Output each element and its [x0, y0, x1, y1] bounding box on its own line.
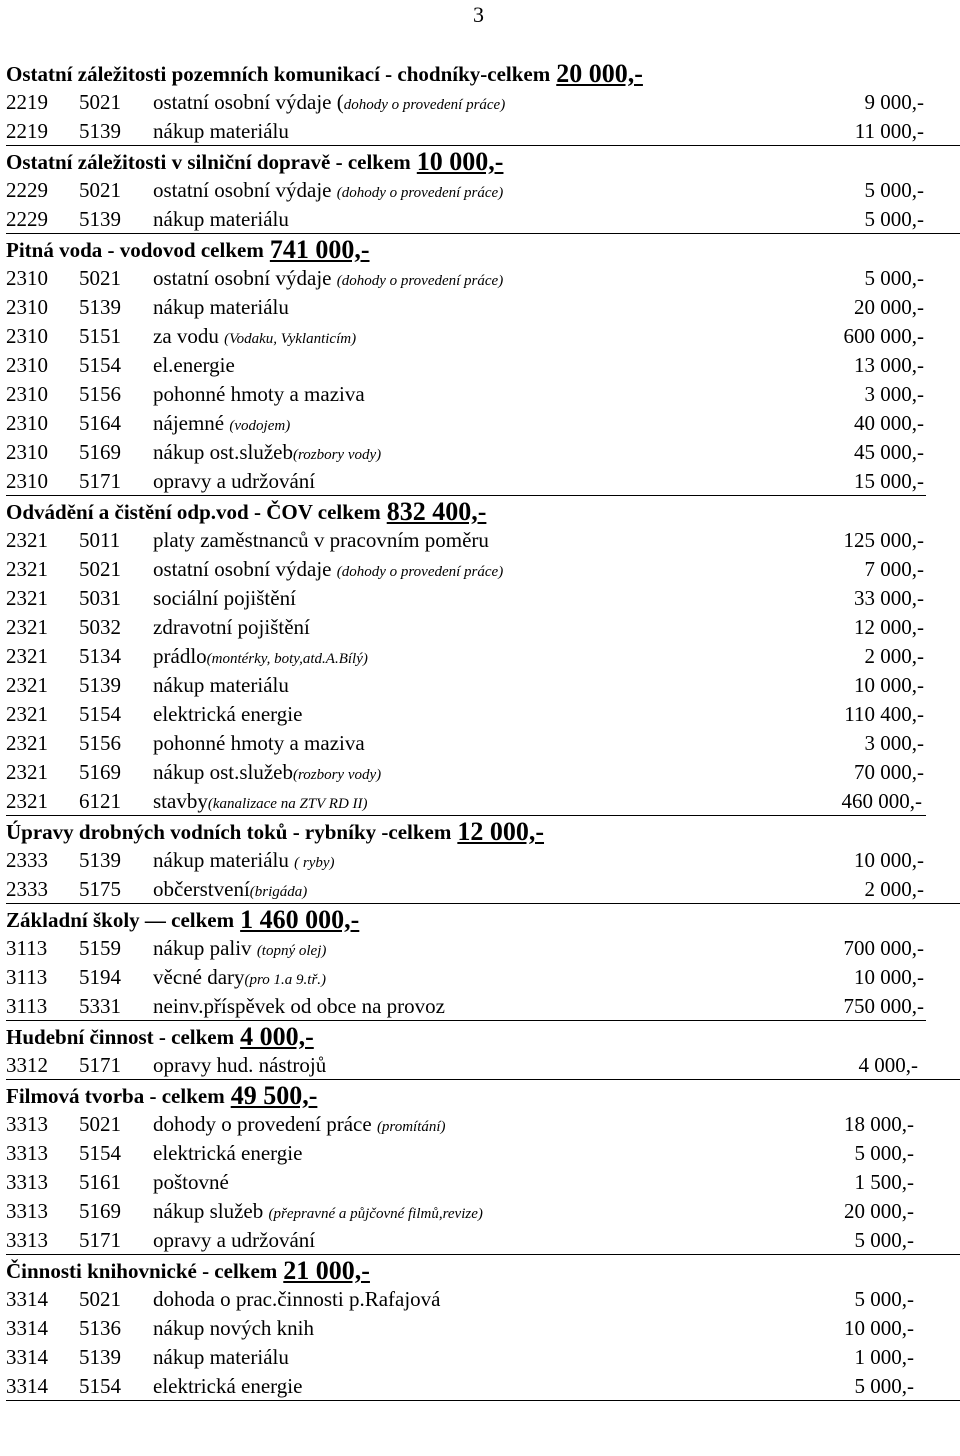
paragraph-code: 2321 [6, 673, 48, 697]
budget-row [6, 1139, 960, 1168]
item-description [153, 438, 381, 470]
paragraph-code: 3314 [6, 1316, 48, 1340]
item-amount: 2 000,- [864, 877, 924, 901]
item-description [153, 88, 505, 120]
section-total: 21 000,- [283, 1256, 370, 1285]
description-note: (rozbory vody) [292, 447, 382, 463]
item-description [153, 1110, 446, 1142]
section-heading [6, 58, 960, 88]
description-text: nákup ost.služeb [153, 760, 293, 784]
description-text: zdravotní pojištění [153, 615, 310, 639]
item-amount: 10 000,- [854, 965, 924, 989]
budget-row [6, 176, 960, 205]
item-code: 5154 [79, 702, 121, 726]
section-title: Úpravy drobných vodních toků - rybníky -celkem [6, 820, 452, 844]
item-code: 5021 [79, 1287, 121, 1311]
item-description [153, 584, 296, 616]
item-code: 5169 [79, 760, 121, 784]
paragraph-code: 2333 [6, 877, 48, 901]
description-note: (vodojem) [229, 418, 291, 434]
item-amount: 10 000,- [844, 1316, 914, 1340]
description-note: (montérky, boty,atd.A.Bílý) [206, 651, 368, 667]
description-note: (dohody o provedení práce) [336, 564, 504, 580]
item-description [153, 117, 289, 149]
section-chodniky [6, 58, 960, 146]
item-amount: 5 000,- [854, 1141, 914, 1165]
item-amount: 4 000,- [858, 1053, 918, 1077]
item-code: 5031 [79, 586, 121, 610]
item-amount: 70 000,- [854, 760, 924, 784]
paragraph-code: 2321 [6, 644, 48, 668]
item-description [153, 409, 290, 441]
description-text: nákup materiálu [153, 673, 289, 697]
item-code: 6121 [79, 789, 121, 813]
description-text: ostatní osobní výdaje ( [153, 90, 344, 114]
description-note: (rozbory vody) [292, 767, 382, 783]
item-description [153, 1197, 483, 1229]
paragraph-code: 2321 [6, 760, 48, 784]
paragraph-code: 2321 [6, 586, 48, 610]
paragraph-code: 3313 [6, 1112, 48, 1136]
item-description [153, 729, 365, 761]
description-text: neinv.příspěvek od obce na provoz [153, 994, 445, 1018]
item-code: 5021 [79, 557, 121, 581]
item-description [153, 758, 381, 790]
description-text: elektrická energie [153, 702, 303, 726]
budget-row [6, 322, 960, 351]
description-text: občerstvení [153, 877, 250, 901]
paragraph-code: 3113 [6, 965, 48, 989]
section-total: 49 500,- [230, 1081, 318, 1110]
section-heading [6, 234, 960, 264]
description-text: nákup služeb [153, 1199, 269, 1223]
paragraph-code: 2333 [6, 848, 48, 872]
description-note: (pro 1.a 9.tř.) [244, 972, 327, 988]
item-amount: 600 000,- [843, 324, 924, 348]
paragraph-code: 2310 [6, 382, 48, 406]
description-note: (kanalizace na ZTV RD II) [207, 796, 368, 812]
budget-row [6, 1051, 960, 1080]
description-text: elektrická energie [153, 1141, 303, 1165]
budget-row [6, 992, 926, 1021]
item-description [153, 351, 235, 383]
description-text: ostatní osobní výdaje [153, 557, 337, 581]
paragraph-code: 2321 [6, 731, 48, 755]
budget-row [6, 1343, 960, 1372]
paragraph-code: 2310 [6, 411, 48, 435]
budget-row [6, 1314, 960, 1343]
item-description [153, 1343, 289, 1375]
budget-row [6, 963, 960, 992]
item-amount: 2 000,- [864, 644, 924, 668]
description-text: stavby [153, 789, 208, 813]
item-description [153, 1226, 315, 1258]
item-description [153, 787, 368, 819]
item-amount: 10 000,- [854, 848, 924, 872]
item-code: 5154 [79, 1141, 121, 1165]
description-text: poštovné [153, 1170, 229, 1194]
item-amount: 13 000,- [854, 353, 924, 377]
item-amount: 3 000,- [864, 731, 924, 755]
paragraph-code: 2310 [6, 440, 48, 464]
description-text: pohonné hmoty a maziva [153, 382, 365, 406]
item-code: 5136 [79, 1316, 121, 1340]
description-text: nákup materiálu [153, 848, 295, 872]
paragraph-code: 2310 [6, 295, 48, 319]
item-amount: 110 400,- [844, 702, 924, 726]
description-text: prádlo [153, 644, 207, 668]
description-text: nákup paliv [153, 936, 257, 960]
budget-row [6, 380, 960, 409]
item-description [153, 875, 307, 907]
description-note: (Vodaku, Vyklanticím) [224, 331, 357, 347]
budget-row [6, 409, 960, 438]
item-description [153, 1314, 314, 1346]
item-description [153, 293, 289, 325]
description-text: nákup ost.služeb [153, 440, 293, 464]
description-text: elektrická energie [153, 1374, 303, 1398]
description-text: dohoda o prac.činnosti p.Rafajová [153, 1287, 441, 1311]
budget-row [6, 1110, 960, 1139]
description-text: platy zaměstnanců v pracovním poměru [153, 528, 489, 552]
item-amount: 20 000,- [844, 1199, 914, 1223]
budget-row [6, 787, 926, 816]
item-code: 5021 [79, 90, 121, 114]
item-description [153, 1139, 302, 1171]
description-text: nákup materiálu [153, 119, 289, 143]
section-heading [6, 1021, 960, 1051]
paragraph-code: 3312 [6, 1053, 48, 1077]
item-description [153, 963, 326, 995]
item-code: 5169 [79, 1199, 121, 1223]
item-code: 5139 [79, 673, 121, 697]
item-code: 5139 [79, 295, 121, 319]
item-description [153, 205, 289, 237]
item-description [153, 992, 445, 1024]
item-description [153, 613, 310, 645]
description-text: opravy a udržování [153, 1228, 316, 1252]
description-text: ostatní osobní výdaje [153, 266, 337, 290]
budget-row [6, 613, 960, 642]
section-total: 832 400,- [386, 497, 487, 526]
section-total: 10 000,- [416, 147, 504, 176]
paragraph-code: 3314 [6, 1345, 48, 1369]
budget-row [6, 1372, 960, 1401]
paragraph-code: 2310 [6, 469, 48, 493]
item-code: 5011 [79, 528, 121, 552]
item-amount: 18 000,- [844, 1112, 914, 1136]
item-code: 5139 [79, 119, 121, 143]
item-amount: 33 000,- [854, 586, 924, 610]
item-code: 5139 [79, 207, 121, 231]
description-text: sociální pojištění [153, 586, 296, 610]
paragraph-code: 2229 [6, 178, 48, 202]
budget-row [6, 1285, 960, 1314]
budget-row [6, 438, 960, 467]
item-code: 5151 [79, 324, 121, 348]
item-amount: 125 000,- [843, 528, 924, 552]
paragraph-code: 3113 [6, 994, 48, 1018]
description-text: nákup materiálu [153, 207, 289, 231]
item-code: 5021 [79, 1112, 121, 1136]
description-note: (brigáda) [249, 884, 308, 900]
item-code: 5169 [79, 440, 121, 464]
budget-row [6, 1168, 960, 1197]
section-title: Filmová tvorba - celkem [6, 1084, 225, 1108]
description-note: ( ryby) [294, 855, 335, 871]
budget-row [6, 671, 960, 700]
paragraph-code: 2321 [6, 702, 48, 726]
page-number: 3 [473, 2, 484, 27]
item-code: 5156 [79, 382, 121, 406]
item-description [153, 380, 365, 412]
paragraph-code: 3113 [6, 936, 48, 960]
item-amount: 10 000,- [854, 673, 924, 697]
item-description [153, 1372, 302, 1404]
section-title: Ostatní záležitosti pozemních komunikací - chodníky-celkem [6, 62, 551, 86]
description-text: nákup materiálu [153, 295, 289, 319]
item-amount: 460 000,- [841, 789, 922, 813]
section-total: 4 000,- [240, 1022, 314, 1051]
section-title: Činnosti knihovnické - celkem [6, 1259, 278, 1283]
section-heading [6, 1255, 960, 1285]
paragraph-code: 3313 [6, 1199, 48, 1223]
item-description [153, 846, 335, 878]
item-description [153, 322, 356, 354]
item-description [153, 555, 503, 587]
item-description [153, 1168, 229, 1200]
item-amount: 15 000,- [854, 469, 924, 493]
item-code: 5154 [79, 1374, 121, 1398]
item-code: 5164 [79, 411, 121, 435]
budget-row [6, 584, 960, 613]
budget-row [6, 642, 960, 671]
paragraph-code: 2219 [6, 90, 48, 114]
item-code: 5156 [79, 731, 121, 755]
item-description [153, 642, 368, 674]
item-code: 5139 [79, 848, 121, 872]
budget-row [6, 875, 960, 904]
section-total: 12 000,- [457, 817, 545, 846]
item-amount: 45 000,- [854, 440, 924, 464]
item-description [153, 526, 489, 558]
item-amount: 1 000,- [854, 1345, 914, 1369]
paragraph-code: 3313 [6, 1170, 48, 1194]
section-hudebni-cinnost [6, 1021, 960, 1080]
budget-row [6, 729, 960, 758]
item-description [153, 467, 315, 499]
item-code: 5171 [79, 1228, 121, 1252]
paragraph-code: 2310 [6, 353, 48, 377]
item-code: 5171 [79, 469, 121, 493]
paragraph-code: 3314 [6, 1287, 48, 1311]
section-total: 20 000,- [556, 59, 643, 88]
section-title: Odvádění a čistění odp.vod - ČOV celkem [6, 500, 381, 524]
section-filmova-tvorba [6, 1080, 960, 1255]
item-amount: 12 000,- [854, 615, 924, 639]
item-code: 5175 [79, 877, 121, 901]
budget-row [6, 351, 960, 380]
item-amount: 700 000,- [843, 936, 924, 960]
section-heading [6, 904, 960, 934]
item-amount: 1 500,- [854, 1170, 914, 1194]
item-amount: 11 000,- [854, 119, 924, 143]
item-code: 5194 [79, 965, 121, 989]
item-code: 5331 [79, 994, 121, 1018]
budget-row [6, 526, 960, 555]
budget-row [6, 264, 960, 293]
section-heading [6, 1080, 960, 1110]
paragraph-code: 3314 [6, 1374, 48, 1398]
paragraph-code: 2229 [6, 207, 48, 231]
description-note: (promítání) [376, 1119, 446, 1135]
item-amount: 9 000,- [864, 90, 924, 114]
budget-row [6, 293, 960, 322]
description-note: (dohody o provedení práce) [336, 185, 504, 201]
item-amount: 3 000,- [864, 382, 924, 406]
paragraph-code: 2321 [6, 557, 48, 581]
item-description [153, 176, 503, 208]
budget-document [6, 58, 960, 1401]
item-amount: 5 000,- [864, 178, 924, 202]
description-text: za vodu [153, 324, 225, 348]
item-description [153, 1051, 326, 1083]
description-note: (přepravné a půjčovné filmů,revize) [268, 1206, 483, 1222]
item-description [153, 1285, 441, 1317]
budget-row [6, 1197, 960, 1226]
section-heading [6, 146, 960, 176]
paragraph-code: 3313 [6, 1228, 48, 1252]
paragraph-code: 2321 [6, 789, 48, 813]
section-total: 741 000,- [269, 235, 370, 264]
section-title: Pitná voda - vodovod celkem [6, 238, 264, 262]
item-code: 5032 [79, 615, 121, 639]
description-text: nákup nových knih [153, 1316, 314, 1340]
item-description [153, 264, 503, 296]
paragraph-code: 3313 [6, 1141, 48, 1165]
item-code: 5021 [79, 266, 121, 290]
description-text: ostatní osobní výdaje [153, 178, 337, 202]
item-code: 5134 [79, 644, 121, 668]
section-cov [6, 496, 960, 816]
budget-row [6, 700, 960, 729]
description-text: opravy a udržování [153, 469, 316, 493]
section-silnicni-doprava [6, 146, 960, 234]
item-amount: 7 000,- [864, 557, 924, 581]
description-text: nájemné [153, 411, 230, 435]
description-text: nákup materiálu [153, 1345, 289, 1369]
section-heading [6, 496, 960, 526]
item-code: 5161 [79, 1170, 121, 1194]
section-knihovna [6, 1255, 960, 1401]
paragraph-code: 2310 [6, 266, 48, 290]
item-description [153, 934, 326, 966]
paragraph-code: 2321 [6, 528, 48, 552]
item-code: 5159 [79, 936, 121, 960]
budget-row [6, 205, 960, 234]
item-amount: 5 000,- [864, 266, 924, 290]
paragraph-code: 2219 [6, 119, 48, 143]
item-amount: 5 000,- [864, 207, 924, 231]
budget-row [6, 1226, 960, 1255]
item-amount: 750 000,- [843, 994, 924, 1018]
item-amount: 5 000,- [854, 1228, 914, 1252]
description-text: el.energie [153, 353, 235, 377]
paragraph-code: 2310 [6, 324, 48, 348]
budget-row [6, 88, 960, 117]
item-amount: 5 000,- [854, 1374, 914, 1398]
item-description [153, 671, 289, 703]
budget-row [6, 467, 926, 496]
item-amount: 20 000,- [854, 295, 924, 319]
section-zakladni-skoly [6, 904, 960, 1021]
section-heading [6, 816, 960, 846]
item-description [153, 700, 302, 732]
section-title: Hudební činnost - celkem [6, 1025, 235, 1049]
paragraph-code: 2321 [6, 615, 48, 639]
description-note: dohody o provedení práce) [343, 97, 506, 113]
budget-row [6, 934, 960, 963]
item-code: 5139 [79, 1345, 121, 1369]
item-amount: 5 000,- [854, 1287, 914, 1311]
section-rybniky [6, 816, 960, 904]
description-text: věcné dary [153, 965, 245, 989]
item-code: 5154 [79, 353, 121, 377]
description-text: pohonné hmoty a maziva [153, 731, 365, 755]
description-text: opravy hud. nástrojů [153, 1053, 327, 1077]
section-pitna-voda [6, 234, 960, 496]
description-text: dohody o provedení práce [153, 1112, 377, 1136]
description-note: (topný olej) [256, 943, 327, 959]
description-note: (dohody o provedení práce) [336, 273, 504, 289]
budget-row [6, 758, 960, 787]
section-total: 1 460 000,- [240, 905, 360, 934]
section-title: Ostatní záležitosti v silniční dopravě - celkem [6, 150, 411, 174]
section-title: Základní školy — celkem [6, 908, 235, 932]
budget-row [6, 555, 960, 584]
item-amount: 40 000,- [854, 411, 924, 435]
item-code: 5021 [79, 178, 121, 202]
budget-row [6, 846, 960, 875]
item-code: 5171 [79, 1053, 121, 1077]
budget-row [6, 117, 960, 146]
